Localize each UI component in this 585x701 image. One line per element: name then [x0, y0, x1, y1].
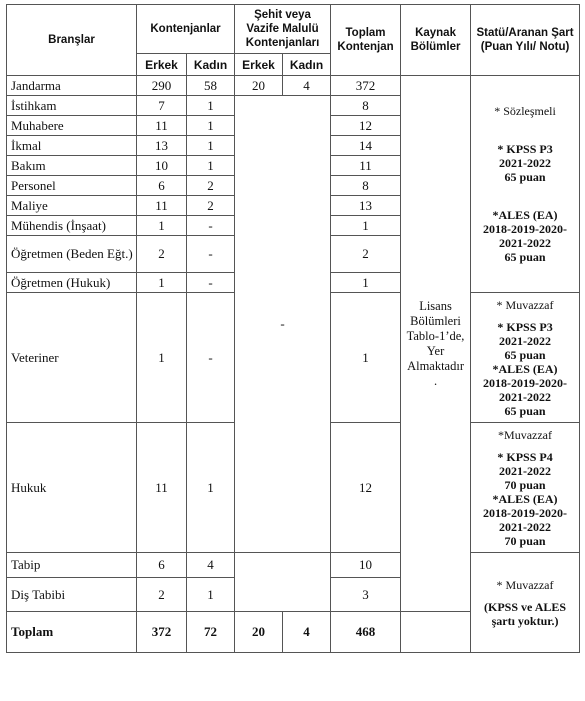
- row-toplam: 14: [331, 136, 401, 156]
- row-kadin: 1: [187, 423, 235, 553]
- row-erkek: 2: [137, 236, 187, 273]
- row-toplam: 10: [331, 553, 401, 578]
- row-erkek: 2: [137, 578, 187, 612]
- header-sehit-erkek: Erkek: [235, 54, 283, 76]
- row-toplam: 1: [331, 273, 401, 293]
- note-ales: *ALES (EA): [492, 491, 558, 506]
- row-toplam: 1: [331, 293, 401, 423]
- note-ales-years-b: 2021-2022: [499, 519, 552, 534]
- row-erkek: 1: [137, 273, 187, 293]
- total-erkek: 372: [137, 612, 187, 653]
- note-ales-years-a: 2018-2019-2020-: [483, 505, 568, 520]
- header-kaynak-bolumler: Kaynak Bölümler: [401, 5, 471, 76]
- note-status: * Muvazzaf: [496, 577, 554, 592]
- row-toplam: 1: [331, 216, 401, 236]
- total-kaynak-empty: [401, 612, 471, 653]
- row-name: Hukuk: [7, 423, 137, 553]
- note-ales-score: 65 puan: [504, 250, 546, 264]
- note-ales: *ALES (EA): [492, 361, 558, 376]
- row-kadin: 2: [187, 176, 235, 196]
- row-erkek: 11: [137, 196, 187, 216]
- row-toplam: 12: [331, 116, 401, 136]
- total-sehit-kadin: 4: [283, 612, 331, 653]
- row-name: Veteriner: [7, 293, 137, 423]
- row-name: Personel: [7, 176, 137, 196]
- row-erkek: 13: [137, 136, 187, 156]
- row-kadin: 1: [187, 156, 235, 176]
- row-kadin: 1: [187, 96, 235, 116]
- row-toplam: 12: [331, 423, 401, 553]
- row-erkek: 6: [137, 553, 187, 578]
- header-statu: Statü/Aranan Şart (Puan Yılı/ Notu): [471, 5, 580, 76]
- row-name: Mühendis (İnşaat): [7, 216, 137, 236]
- row-name: İstihkam: [7, 96, 137, 116]
- note-kpss-years: 2021-2022: [499, 463, 552, 478]
- note-kpss: * KPSS P3: [497, 319, 553, 334]
- total-toplam: 468: [331, 612, 401, 653]
- header-erkek: Erkek: [137, 54, 187, 76]
- row-toplam: 372: [331, 76, 401, 96]
- row-kadin: -: [187, 273, 235, 293]
- note-ales-years-b: 2021-2022: [499, 389, 552, 404]
- row-kadin: 1: [187, 136, 235, 156]
- note-ales-score: 70 puan: [504, 533, 546, 548]
- row-erkek: 11: [137, 116, 187, 136]
- row-erkek: 6: [137, 176, 187, 196]
- header-sehit-kontenjanlari: Şehit veya Vazife Malulü Kontenjanları: [235, 5, 331, 54]
- note-ales-years-b: 2021-2022: [499, 236, 552, 250]
- note-kpss: * KPSS P4: [497, 449, 553, 464]
- total-sehit-erkek: 20: [235, 612, 283, 653]
- quota-table: [6, 4, 580, 653]
- note-kpss-score: 70 puan: [504, 477, 546, 492]
- note-ales-years-a: 2018-2019-2020-: [483, 375, 568, 390]
- header-kontenjanlar: Kontenjanlar: [137, 5, 235, 54]
- note-ales: *ALES (EA): [492, 208, 558, 222]
- row-toplam: 8: [331, 176, 401, 196]
- note-kpss-years: 2021-2022: [499, 156, 552, 170]
- note-veteriner: [471, 293, 580, 423]
- row-toplam: 3: [331, 578, 401, 612]
- row-kadin: -: [187, 216, 235, 236]
- note-kpss-score: 65 puan: [504, 347, 546, 362]
- row-name: Bakım: [7, 156, 137, 176]
- note-status: * Muvazzaf: [496, 297, 554, 312]
- note-hukuk: [471, 423, 580, 553]
- total-kadin: 72: [187, 612, 235, 653]
- sehit-merged-cell: -: [235, 96, 331, 553]
- row-sehit-erkek: 20: [235, 76, 283, 96]
- row-erkek: 10: [137, 156, 187, 176]
- row-toplam: 8: [331, 96, 401, 116]
- note-ales-years-a: 2018-2019-2020-: [483, 222, 568, 236]
- row-kadin: 1: [187, 116, 235, 136]
- kaynak-bolumler-cell: Lisans Bölümleri Tablo-1’de, Yer Almaktadır .: [401, 76, 471, 612]
- row-erkek: 1: [137, 293, 187, 423]
- row-kadin: 1: [187, 578, 235, 612]
- header-kadin: Kadın: [187, 54, 235, 76]
- header-toplam-kontenjan: Toplam Kontenjan: [331, 5, 401, 76]
- note-kpss-years: 2021-2022: [499, 333, 552, 348]
- header-branslar: Branşlar: [7, 5, 137, 76]
- note-sozlesmeli: [471, 76, 580, 293]
- row-kadin: 4: [187, 553, 235, 578]
- row-name: Tabip: [7, 553, 137, 578]
- row-kadin: 58: [187, 76, 235, 96]
- total-label: Toplam: [7, 612, 137, 653]
- row-kadin: -: [187, 236, 235, 273]
- note-ales-score: 65 puan: [504, 403, 546, 418]
- row-name: Muhabere: [7, 116, 137, 136]
- row-toplam: 2: [331, 236, 401, 273]
- row-name: İkmal: [7, 136, 137, 156]
- row-name: Öğretmen (Hukuk): [7, 273, 137, 293]
- row-kadin: -: [187, 293, 235, 423]
- note-status: *Muvazzaf: [498, 427, 553, 442]
- table-row: [7, 553, 580, 578]
- row-erkek: 1: [137, 216, 187, 236]
- row-name: Diş Tabibi: [7, 578, 137, 612]
- row-erkek: 7: [137, 96, 187, 116]
- row-name: Jandarma: [7, 76, 137, 96]
- row-sehit-kadin: 4: [283, 76, 331, 96]
- row-toplam: 11: [331, 156, 401, 176]
- row-toplam: 13: [331, 196, 401, 216]
- table-row: [7, 76, 580, 96]
- note-tabip: [471, 553, 580, 653]
- note-kpss: * KPSS P3: [497, 142, 553, 156]
- row-erkek: 11: [137, 423, 187, 553]
- note-kpss-score: 65 puan: [504, 170, 546, 184]
- row-erkek: 290: [137, 76, 187, 96]
- header-sehit-kadin: Kadın: [283, 54, 331, 76]
- row-name: Öğretmen (Beden Eğt.): [7, 236, 137, 273]
- note-status: * Sözleşmeli: [494, 104, 556, 118]
- row-kadin: 2: [187, 196, 235, 216]
- sehit-empty-cell: [235, 553, 331, 612]
- note-condition: (KPSS ve ALES şartı yoktur.): [484, 599, 567, 628]
- row-name: Maliye: [7, 196, 137, 216]
